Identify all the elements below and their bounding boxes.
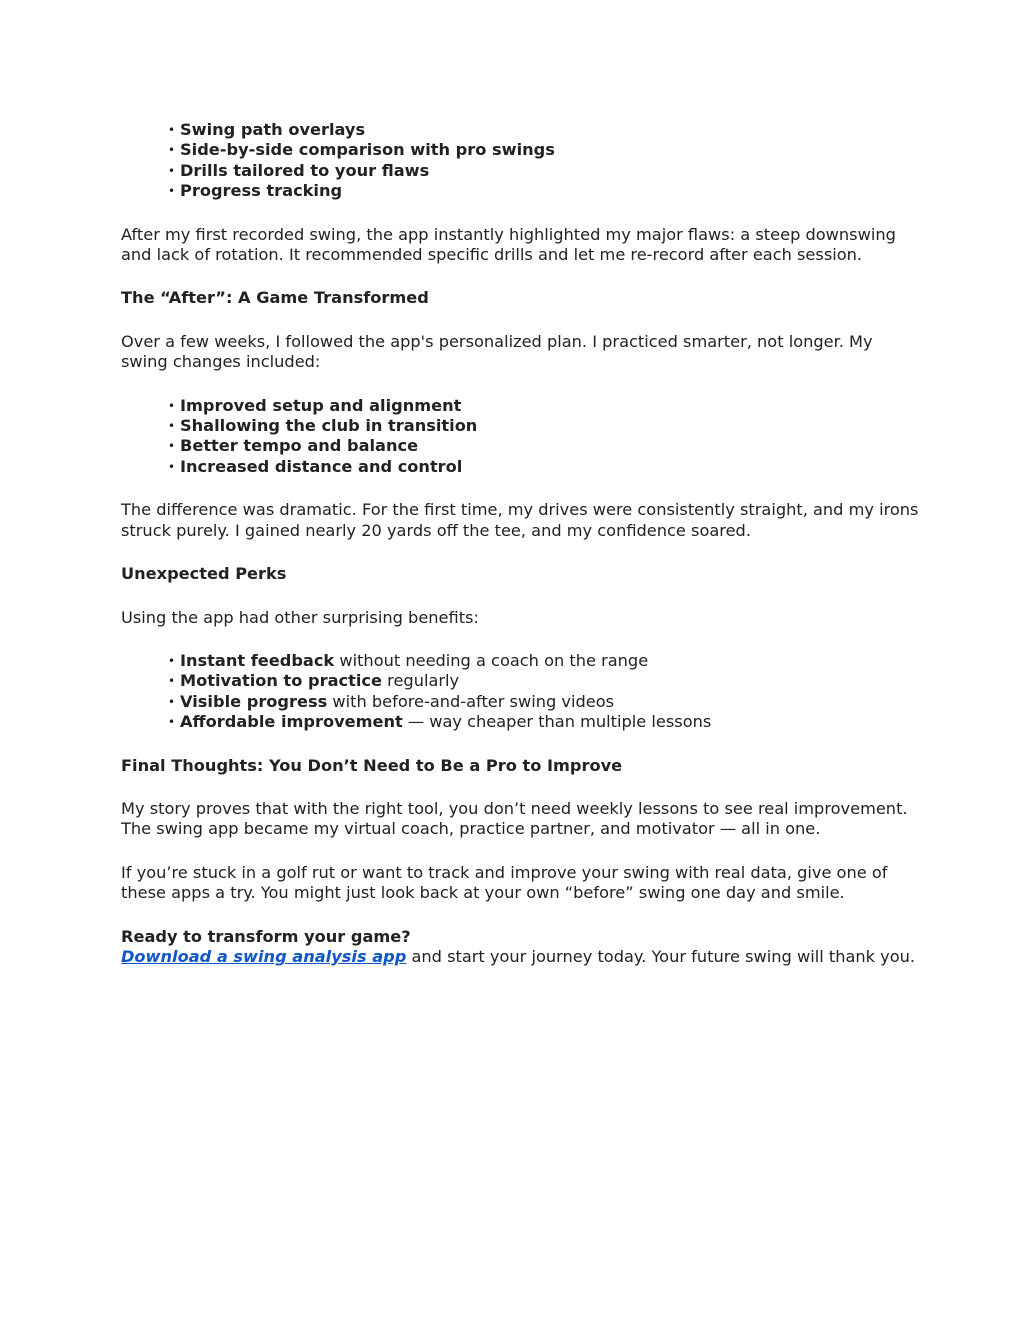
paragraph-difference: The difference was dramatic. For the first time, my drives were consistently straight, and my irons struck purely. I gained nearly 20 yards off the tee, and my confidence soared.	[121, 500, 919, 540]
bullet-icon: •	[168, 419, 176, 434]
benefits-list	[121, 651, 921, 733]
list-item-label: Swing path overlays	[180, 120, 366, 139]
bullet-icon: •	[168, 143, 176, 158]
list-item-label: Shallowing the club in transition	[180, 416, 478, 436]
list-item-label: Improved setup and alignment	[180, 395, 462, 415]
list-item-label: Drills tailored to your flaws	[180, 160, 430, 180]
list-item	[168, 457, 921, 477]
list-item	[168, 140, 921, 160]
features-list	[121, 120, 921, 202]
list-item-bold: Visible progress	[180, 691, 328, 711]
list-item-label: Better tempo and balance	[180, 436, 419, 456]
list-item-bold: Motivation to practice	[180, 671, 383, 691]
cta-text: and start your journey today. Your future swing will thank you.	[406, 946, 916, 966]
list-item-bold: Affordable improvement	[180, 712, 403, 732]
list-item-label: Progress tracking	[180, 181, 343, 201]
list-item-text: — way cheaper than multiple lessons	[402, 712, 712, 732]
bullet-icon: •	[168, 459, 176, 474]
bullet-icon: •	[168, 123, 176, 137]
article-body	[121, 120, 921, 967]
list-item	[168, 671, 921, 691]
paragraph-benefits-intro: Using the app had other surprising benefits:	[121, 607, 479, 627]
heading-cta: Ready to transform your game?	[121, 926, 411, 946]
list-item	[168, 161, 921, 181]
list-item	[168, 396, 921, 416]
list-item-label: Increased distance and control	[180, 456, 463, 476]
list-item	[168, 651, 921, 671]
bullet-icon: •	[168, 163, 176, 178]
list-item	[168, 692, 921, 712]
list-item-text: with before-and-after swing videos	[327, 691, 615, 711]
paragraph-cta	[121, 947, 921, 967]
bullet-icon: •	[168, 674, 176, 689]
list-item	[168, 712, 921, 732]
list-item-text: regularly	[382, 671, 460, 691]
list-item-label: Side-by-side comparison with pro swings	[180, 140, 555, 160]
list-item-text: without needing a coach on the range	[334, 650, 649, 670]
list-item	[168, 120, 921, 140]
paragraph-try-apps: If you’re stuck in a golf rut or want to track and improve your swing with real data, give one of these apps a try. You might just look back at your own “before” swing one day and smile.	[121, 862, 888, 903]
bullet-icon: •	[168, 653, 176, 668]
list-item	[168, 181, 921, 201]
bullet-icon: •	[168, 694, 176, 709]
heading-final-thoughts: Final Thoughts: You Don’t Need to Be a Pro to Improve	[121, 755, 623, 775]
paragraph-personalized-plan: Over a few weeks, I followed the app's personalized plan. I practiced smarter, not longer. My swing changes included:	[121, 331, 873, 372]
bullet-icon: •	[168, 439, 176, 454]
paragraph-first-swing: After my first recorded swing, the app instantly highlighted my major flaws: a steep downswing and lack of rotation. It recommended specific drills and let me re-record after each session.	[121, 224, 896, 265]
heading-after: The “After”: A Game Transformed	[121, 288, 429, 308]
bullet-icon: •	[168, 398, 176, 413]
download-app-link[interactable]: Download a swing analysis app	[121, 946, 407, 966]
list-item	[168, 436, 921, 456]
list-item-bold: Instant feedback	[180, 650, 335, 670]
swing-changes-list	[121, 396, 921, 478]
bullet-icon: •	[168, 184, 176, 199]
heading-perks: Unexpected Perks	[121, 564, 287, 584]
list-item	[168, 416, 921, 436]
paragraph-story: My story proves that with the right tool, you don’t need weekly lessons to see real improvement. The swing app became my virtual coach, practice partner, and motivator — all in one.	[121, 798, 908, 839]
bullet-icon: •	[168, 715, 176, 730]
